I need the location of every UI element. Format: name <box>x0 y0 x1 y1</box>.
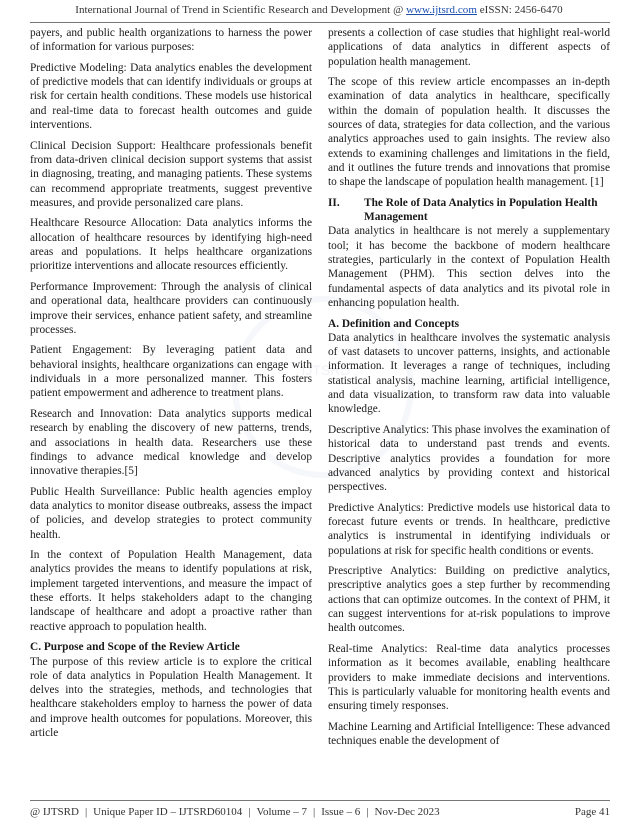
header-text-prefix: International Journal of Trend in Scientific Research and Development @ <box>75 4 407 16</box>
paragraph: Predictive Modeling: Data analytics enables the development of predictive models that can identify individuals or groups at risk for certain health conditions. These models use historical and real-time data to forecast health outcomes and guide interventions. <box>30 61 312 132</box>
footer-paper-id: Unique Paper ID – IJTSRD60104 <box>93 806 243 818</box>
section-title: The Role of Data Analytics in Population Health Management <box>364 196 598 224</box>
paragraph: Public Health Surveillance: Public health agencies employ data analytics to monitor disease outbreaks, assess the impact of policies, and develop strategies to protect community health. <box>30 485 312 541</box>
paragraph: Research and Innovation: Data analytics supports medical research by enabling the discovery of new patterns, trends, and associations in health data. Researchers use these findings to advance medical knowledge and develop innovative therapies.[5] <box>30 407 312 478</box>
paragraph: In the context of Population Health Management, data analytics provides the means to identify populations at risk, implement targeted interventions, and measure the impact of these efforts. It helps stakeholders adapt to the changing landscape of healthcare and adopt a proactive rather than reactive approach to population health. <box>30 549 312 633</box>
paragraph: Descriptive Analytics: This phase involves the examination of historical data to understand past trends and events. Descriptive analytics provides a foundation for more advanced analytics by providing context and historical perspectives. <box>328 423 610 494</box>
paragraph: Data analytics in healthcare involves the systematic analysis of vast datasets to uncover patterns, insights, and actionable information. It leverages a range of techniques, including statistical analysis, machine learning, artificial intelligence, and data visualization, to transform raw data into valuable knowledge. <box>328 331 610 416</box>
paragraph: Patient Engagement: By leveraging patient data and behavioral insights, healthcare organizations can engage with individuals in a more personalized manner. This fosters patient empowerment and adherence to treatment plans. <box>30 344 312 400</box>
running-header <box>0 4 638 16</box>
section-heading-ii <box>328 196 610 225</box>
paragraph: payers, and public health organizations to harness the power of information for various purposes: <box>30 27 312 54</box>
paragraph: The purpose of this review article is to explore the critical role of data analytics in Population Health Management. It delves into the strategies, methods, and technologies that healthcare stakeholders employ to harness the power of data and improve health outcomes for populations. Moreover, this article <box>30 655 312 740</box>
journal-website-link[interactable]: www.ijtsrd.com <box>406 4 477 16</box>
paragraph: Clinical Decision Support: Healthcare professionals benefit from data-driven clinical decision support systems that assist in diagnosing, treating, and managing patients. These systems can recommend appropriate treatments, suggest preventive measures, and provide personalized care plans. <box>30 139 312 209</box>
paragraph: Prescriptive Analytics: Building on predictive analytics, prescriptive analytics goes a step further by recommending actions that can optimize outcomes. In the context of PHM, it can suggest interventions for at-risk populations to improve health outcomes. <box>328 565 610 635</box>
section-number: II. <box>328 196 340 209</box>
section-heading-c: C. Purpose and Scope of the Review Article <box>30 641 240 654</box>
paragraph: Data analytics in healthcare is not merely a supplementary tool; it has become the backbone of modern healthcare strategies, particularly in the context of Population Health Management (PHM). This section delves into the fundamental aspects of data analytics and its pivotal role in enhancing population health. <box>328 225 610 309</box>
right-column <box>328 26 610 755</box>
footer-left: @ IJTSRD | Unique Paper ID – IJTSRD60104 | Volume – 7 | Issue – 6 | Nov-Dec 2023 <box>30 806 440 818</box>
paragraph: Performance Improvement: Through the analysis of clinical and operational data, healthcare providers can continuously improve their services, enhance patient safety, and streamline processes. <box>30 280 312 336</box>
footer-volume: Volume – 7 <box>256 806 307 818</box>
left-column <box>30 26 312 747</box>
journal-seal-watermark: IJTSRD <box>232 296 414 478</box>
paragraph: Healthcare Resource Allocation: Data analytics informs the allocation of healthcare resources by identifying high-need areas and populations. It helps healthcare organizations prioritize interventions and allocate resources efficiently. <box>30 217 312 273</box>
paragraph: presents a collection of case studies that highlight real-world applications of data analytics in different aspects of population health management. <box>328 27 610 68</box>
paragraph: The scope of this review article encompasses an in-depth examination of data analytics in healthcare, specifically within the domain of population health. It discusses the sources of data, strategies for data collection, and the various analytics approaches used to gain insights. The review also extends to examining challenges and limitations in the field, and it outlines the future trends and innovations that promise to shape the landscape of population health management. [1] <box>328 76 610 189</box>
footer-divider <box>30 800 610 801</box>
paragraph: Machine Learning and Artificial Intelligence: These advanced techniques enable the development of <box>328 720 610 748</box>
footer-journal: @ IJTSRD <box>30 806 79 818</box>
paragraph: Real-time Analytics: Real-time data analytics processes information as it becomes available, enabling healthcare providers to make immediate decisions and interventions. This is particularly valuable for monitoring health events and ensuring timely responses. <box>328 642 610 713</box>
footer-issue: Issue – 6 <box>321 806 361 818</box>
page-footer <box>30 806 610 818</box>
paragraph: Predictive Analytics: Predictive models use historical data to forecast future events or trends. In healthcare, predictive analytics is instrumental in identifying individuals or populations at risk for specific health conditions or events. <box>328 501 610 557</box>
header-divider <box>30 22 610 23</box>
page-number: Page 41 <box>574 806 610 818</box>
subsection-heading-a: A. Definition and Concepts <box>328 317 460 330</box>
header-text-suffix: eISSN: 2456-6470 <box>476 4 563 16</box>
footer-date: Nov-Dec 2023 <box>374 806 440 818</box>
